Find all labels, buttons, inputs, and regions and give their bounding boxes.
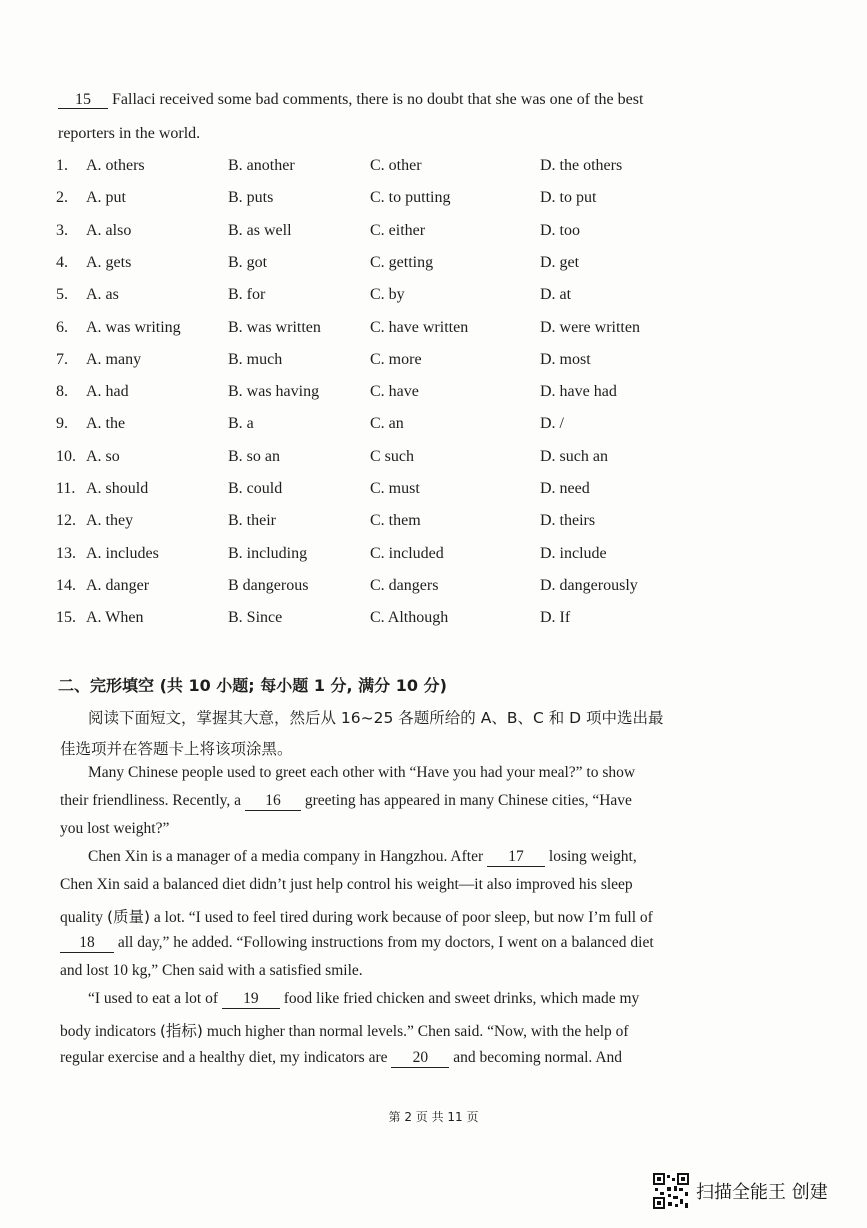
question-number: 6. [56,318,68,336]
option-b: B. a [228,415,254,433]
blank-18: 18 [60,934,114,953]
question-number: 4. [56,253,68,271]
passage-line: Chen Xin is a manager of a media company in Hangzhou. After 17 losing weight, [88,848,637,865]
option-c: C. to putting [370,189,451,207]
question-number: 1. [56,157,68,174]
question-number: 7. [56,350,68,368]
passage-line: “I used to eat a lot of 19 food like fried chicken and sweet drinks, which made my [88,990,640,1007]
option-b: B. could [228,480,283,497]
question-number: 3. [56,221,68,239]
option-d: D. most [540,350,591,368]
option-b: B. got [228,253,268,271]
option-c: C. included [370,544,444,562]
blank-19: 19 [222,990,280,1009]
question-number: 10. [56,447,76,465]
option-a: A. had [86,383,129,401]
question-row [0,480,867,502]
option-b: B. so an [228,447,280,465]
option-b: B. puts [228,189,274,207]
question-row [0,383,867,405]
option-d: D. need [540,480,590,497]
option-a: A. others [86,157,145,174]
question-row [0,415,867,437]
question-row [0,319,867,341]
option-c: C. either [370,221,426,239]
question-row [0,577,867,599]
option-b: B. was having [228,383,320,401]
option-c: C such [370,447,414,465]
instruction-line: 佳选项并在答题卡上将该项涂黑。 [60,740,293,758]
option-b: B. as well [228,221,292,239]
option-b: B dangerous [228,576,309,594]
option-d: D. theirs [540,512,596,530]
question-row [0,512,867,534]
passage-text: reporters in the world. [58,125,201,142]
option-b: B. their [228,512,276,530]
option-c: C. must [370,480,420,497]
section-title: 二、完形填空 (共 10 小题; 每小题 1 分, 满分 10 分) [58,676,447,695]
passage-line: Many Chinese people used to greet each other with “Have you had your meal?” to show [88,764,636,781]
option-d: D. / [540,415,564,433]
option-a: A. gets [86,253,132,271]
option-c: C. an [370,415,404,433]
option-d: D. get [540,253,580,271]
option-d: D. If [540,609,571,627]
passage-line: body indicators (指标) much higher than normal levels.” Chen said. “Now, with the help of [60,1022,629,1040]
question-number: 2. [56,189,68,207]
blank-20: 20 [391,1049,449,1068]
passage-line: 18 all day,” he added. “Following instructions from my doctors, I went on a balanced diet [60,934,680,953]
question-row [0,254,867,276]
option-d: D. dangerously [540,576,638,594]
option-a: A. put [86,189,126,207]
option-c: C. by [370,286,405,304]
passage-line: their friendliness. Recently, a 16 greeting has appeared in many Chinese cities, “Have [60,792,632,809]
passage-text: Fallaci received some bad comments, there is no doubt that she was one of the best [112,91,644,108]
instruction-line: 阅读下面短文，掌握其大意，然后从 16~25 各题所给的 A、B、C 和 D 项中选出最 [88,709,664,727]
option-a: A. includes [86,544,159,562]
question-row [0,609,867,631]
option-d: D. have had [540,383,617,401]
option-b: B. Since [228,609,283,627]
option-c: C. getting [370,253,434,271]
blank-15: 15 [58,92,108,109]
passage-line: Chen Xin said a balanced diet didn’t just help control his weight—it also improved his sleep [60,876,633,893]
option-c: C. Although [370,609,449,627]
passage-line [58,92,643,109]
question-number: 15. [56,609,76,627]
option-b: B. another [228,157,295,174]
question-number: 13. [56,544,76,562]
question-number: 12. [56,512,76,530]
option-c: C. other [370,157,422,174]
option-a: A. as [86,286,119,304]
question-number: 14. [56,576,76,594]
passage-line: quality (质量) a lot. “I used to feel tired during work because of poor sleep, but now I’m full of [60,908,653,926]
passage-line [58,126,200,142]
page-footer: 第 2 页 共 11 页 [388,1110,479,1124]
question-row [0,222,867,244]
option-d: D. include [540,544,607,562]
question-row [0,157,867,179]
option-d: D. at [540,286,572,304]
option-a: A. danger [86,576,150,594]
passage-line: regular exercise and a healthy diet, my indicators are 20 and becoming normal. And [60,1049,623,1066]
option-a: A. many [86,350,142,368]
qr-code-icon [652,1172,690,1210]
option-c: C. them [370,512,421,530]
question-number: 11. [56,480,76,497]
blank-16: 16 [245,792,301,811]
blank-17: 17 [487,848,545,867]
option-c: C. dangers [370,576,439,594]
option-a: A. should [86,480,149,497]
option-d: D. were written [540,318,640,336]
option-a: A. they [86,512,134,530]
question-number: 9. [56,415,68,433]
option-c: C. have written [370,318,469,336]
option-a: A. the [86,415,126,433]
option-d: D. too [540,221,580,239]
option-d: D. such an [540,447,608,465]
question-row [0,189,867,211]
passage-line: and lost 10 kg,” Chen said with a satisfied smile. [60,962,363,979]
passage-line: you lost weight?” [60,820,170,837]
question-number: 5. [56,286,68,304]
scanner-watermark [652,1172,828,1210]
option-b: B. including [228,544,308,562]
question-row [0,448,867,470]
option-a: A. was writing [86,318,181,336]
option-d: D. the others [540,157,623,174]
option-a: A. so [86,447,120,465]
question-row [0,286,867,308]
option-b: B. for [228,286,266,304]
option-b: B. was written [228,318,321,336]
option-c: C. more [370,350,422,368]
option-a: A. also [86,221,132,239]
option-c: C. have [370,383,419,401]
question-number: 8. [56,383,68,401]
option-a: A. When [86,609,144,627]
option-d: D. to put [540,189,597,207]
question-row [0,545,867,567]
option-b: B. much [228,350,283,368]
question-row [0,351,867,373]
watermark-text: 扫描全能王 创建 [696,1182,828,1203]
